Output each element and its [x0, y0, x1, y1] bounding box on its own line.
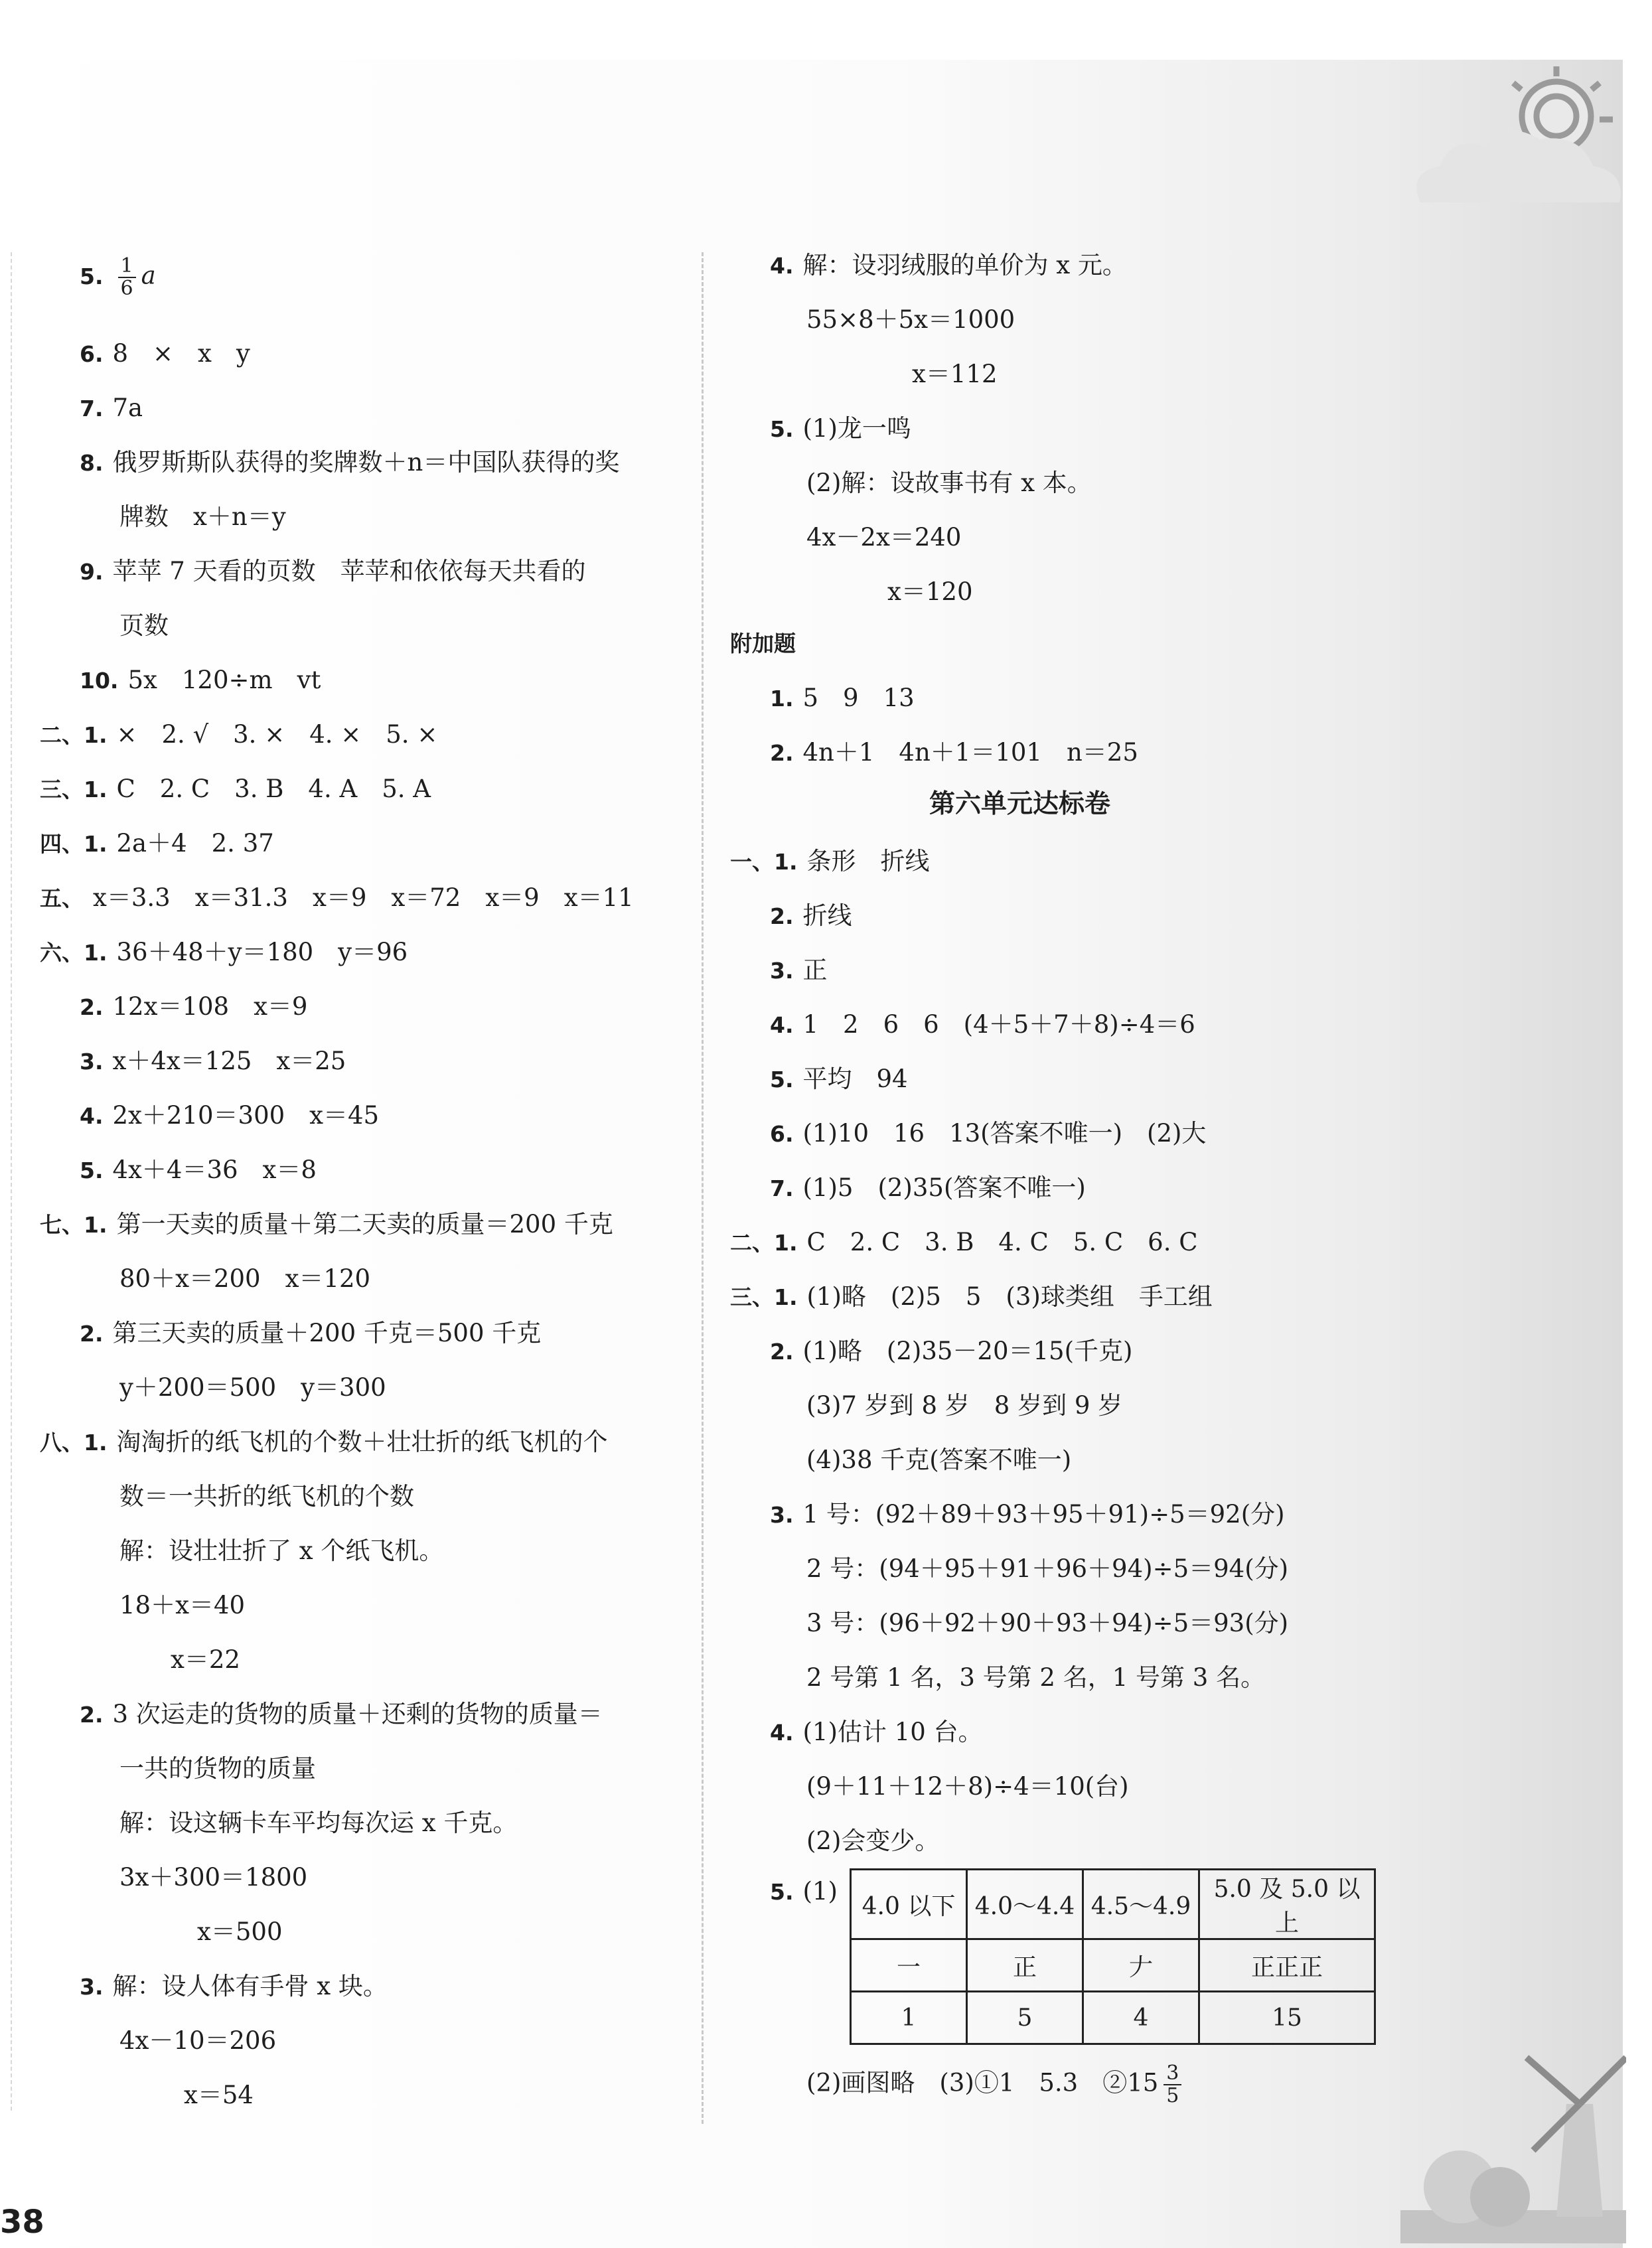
- answer-line: 4x－2x＝240: [806, 523, 962, 552]
- answer-line: (3)7 岁到 8 岁 8 岁到 9 岁: [806, 1391, 1123, 1420]
- table-cell: 一: [851, 1939, 967, 1992]
- tally-table: [850, 1868, 1376, 2045]
- answer-line: 5. (1): [770, 1877, 838, 1906]
- answer-line: (2)画图略 (3)①1 5.3 ②15 $\frac{3}{5}$: [806, 2063, 1187, 2107]
- answer-line: x＝120: [863, 577, 973, 606]
- answer-line: y＋200＝500 y＝300: [119, 1373, 386, 1402]
- answer-line: 牌数 x＋n＝y: [119, 502, 286, 531]
- answer-line: x＝22: [146, 1645, 240, 1674]
- answer-line: 一共的货物的质量: [119, 1754, 316, 1783]
- answer-line: 7. 7a: [80, 394, 143, 422]
- answer-line: 六、1. 36＋48＋y＝180 y＝96: [40, 938, 408, 966]
- answer-line: 数＝一共折的纸飞机的个数: [119, 1482, 414, 1511]
- answer-line: 二、1. C 2. C 3. B 4. C 5. C 6. C: [730, 1228, 1198, 1256]
- answer-line: 2 号第 1 名，3 号第 2 名，1 号第 3 名。: [806, 1663, 1266, 1692]
- answer-line: 七、1. 第一天卖的质量＋第二天卖的质量＝200 千克: [40, 1210, 613, 1238]
- table-header-row: [851, 1870, 1375, 1939]
- answer-line: 3. 1 号：(92＋89＋93＋95＋91)÷5＝92(分): [770, 1500, 1285, 1529]
- table-cell: 5.0 及 5.0 以上: [1199, 1870, 1375, 1939]
- answer-line: (9＋11＋12＋8)÷4＝10(台): [806, 1772, 1129, 1801]
- answer-line: 6. (1)10 16 13(答案不唯一) (2)大: [770, 1119, 1207, 1148]
- table-cell: 正正正: [1199, 1939, 1375, 1992]
- answer-line: 80＋x＝200 x＝120: [119, 1264, 371, 1293]
- table-cell: 正: [967, 1939, 1083, 1992]
- answer-line: 页数: [119, 611, 169, 640]
- answer-line: 3. x＋4x＝125 x＝25: [80, 1047, 346, 1075]
- answer-line: 2. (1)略 (2)35－20＝15(千克): [770, 1337, 1133, 1365]
- answer-line: 2. 折线: [770, 901, 852, 930]
- answer-line: 四、1. 2a＋4 2. 37: [40, 829, 274, 858]
- answer-line: 5. 平均 94: [770, 1065, 908, 1093]
- answer-line: 3. 解：设人体有手骨 x 块。: [80, 1972, 388, 2000]
- answer-line: x＝54: [159, 2081, 254, 2109]
- table-row: [851, 1992, 1375, 2044]
- answer-line: (2)解：设故事书有 x 本。: [806, 469, 1092, 497]
- left-margin-rule: [11, 252, 12, 2111]
- table-cell: 4.0 以下: [851, 1870, 967, 1939]
- answer-line: 一、1. 条形 折线: [730, 847, 930, 875]
- table-cell: 15: [1199, 1992, 1375, 2044]
- sun-cloud-icon: [1394, 60, 1633, 212]
- answer-line: 4x－10＝206: [119, 2026, 277, 2055]
- answer-line: 6. 8 × x y: [80, 339, 250, 368]
- answer-line: 3x＋300＝1800: [119, 1863, 308, 1892]
- answer-line: 5. $\frac{1}{6}$ a: [80, 254, 156, 300]
- answer-line: 三、1. (1)略 (2)5 5 (3)球类组 手工组: [730, 1282, 1213, 1311]
- answer-line: 二、1. × 2. √ 3. × 4. × 5. ×: [40, 720, 438, 749]
- section-title: 第六单元达标卷: [929, 789, 1111, 819]
- answer-line: (4)38 千克(答案不唯一): [806, 1446, 1072, 1474]
- answer-line: 五、 x＝3.3 x＝31.3 x＝9 x＝72 x＝9 x＝11: [40, 883, 634, 912]
- answer-line: 解：设这辆卡车平均每次运 x 千克。: [119, 1809, 518, 1837]
- answer-line: 9. 苹苹 7 天看的页数 苹苹和依依每天共看的: [80, 557, 586, 585]
- fraction: $\frac{1}{6}$: [118, 256, 136, 299]
- answer-line: 三、1. C 2. C 3. B 4. A 5. A: [40, 775, 431, 803]
- answer-line: x＝112: [863, 360, 998, 388]
- answer-line: 2. 4n＋1 4n＋1＝101 n＝25: [770, 738, 1138, 767]
- column-divider: [702, 252, 704, 2124]
- answer-line: 4. 解：设羽绒服的单价为 x 元。: [770, 251, 1127, 279]
- answer-line: 4. 2x＋210＝300 x＝45: [80, 1101, 380, 1130]
- answer-line: 4. (1)估计 10 台。: [770, 1718, 983, 1746]
- table-cell: 1: [851, 1992, 967, 2044]
- answer-line: 2. 12x＝108 x＝9: [80, 992, 308, 1021]
- fraction: $\frac{3}{5}$: [1164, 2063, 1181, 2107]
- answer-line: 2. 第三天卖的质量＋200 千克＝500 千克: [80, 1319, 542, 1347]
- answer-line: 55×8＋5x＝1000: [806, 305, 1015, 334]
- answer-line: 解：设壮壮折了 x 个纸飞机。: [119, 1536, 444, 1565]
- table-cell: 5: [967, 1992, 1083, 2044]
- answer-line: 5. 4x＋4＝36 x＝8: [80, 1156, 317, 1184]
- answer-line: 10. 5x 120÷m vt: [80, 666, 321, 694]
- answer-line: 4. 1 2 6 6 (4＋5＋7＋8)÷4＝6: [770, 1010, 1195, 1039]
- table-row: [851, 1939, 1375, 1992]
- answer-line: (2)会变少。: [806, 1827, 940, 1855]
- answer-line: 8. 俄罗斯斯队获得的奖牌数＋n＝中国队获得的奖: [80, 448, 620, 477]
- answer-line: 18＋x＝40: [119, 1591, 246, 1619]
- answer-line: 3 号：(96＋92＋90＋93＋94)÷5＝93(分): [806, 1609, 1289, 1637]
- answer-line: 2. 3 次运走的货物的质量＋还剩的货物的质量＝: [80, 1700, 603, 1728]
- answer-line: 7. (1)5 (2)35(答案不唯一): [770, 1173, 1086, 1202]
- answer-line: 1. 5 9 13: [770, 684, 915, 712]
- windmill-icon: [1400, 2044, 1626, 2243]
- answer-line: 八、1. 淘淘折的纸飞机的个数＋壮壮折的纸飞机的个: [40, 1428, 608, 1456]
- answer-line: 3. 正: [770, 956, 828, 984]
- answer-line: 5. (1)龙一鸣: [770, 414, 911, 443]
- table-cell: 4: [1083, 1992, 1199, 2044]
- answer-line: 2 号：(94＋95＋91＋96＋94)÷5＝94(分): [806, 1554, 1289, 1583]
- table-cell: 4.5～4.9: [1083, 1870, 1199, 1939]
- bonus-heading: 附加题: [730, 631, 796, 656]
- page-number: 38: [0, 2204, 44, 2241]
- table-cell: 4.0～4.4: [967, 1870, 1083, 1939]
- answer-line: x＝500: [173, 1917, 283, 1946]
- table-cell: 𠂇: [1083, 1939, 1199, 1992]
